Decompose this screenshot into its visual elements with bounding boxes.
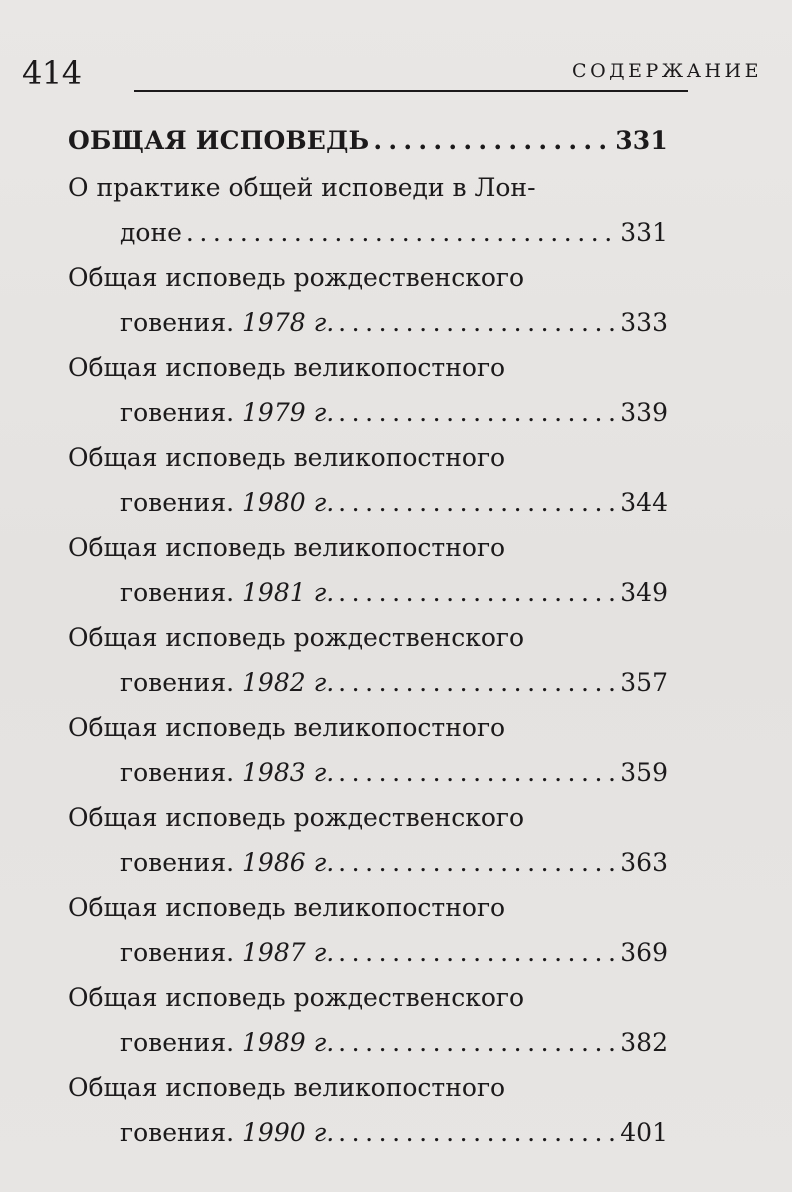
entry-page-number: 357 [620, 668, 668, 697]
toc-entry[interactable] [68, 975, 668, 1065]
toc-section-heading[interactable] [68, 118, 668, 163]
toc-entry[interactable] [68, 705, 668, 795]
dot-leader [182, 210, 620, 255]
entry-title-cont: говения. [120, 938, 235, 967]
entry-title-cont: говения. [120, 1028, 235, 1057]
page-number: 414 [22, 54, 82, 92]
entry-title: Общая исповедь рождественского [68, 803, 525, 832]
entry-title: Общая исповедь рождественского [68, 263, 525, 292]
entry-page-number: 382 [620, 1028, 668, 1057]
dot-leader [334, 930, 620, 975]
entry-title-cont: говения. [120, 668, 235, 697]
entry-title-cont: говения. [120, 398, 235, 427]
toc-entry[interactable] [68, 1065, 668, 1155]
entry-page-number: 344 [620, 488, 668, 517]
entry-page-number: 363 [620, 848, 668, 877]
entry-page-number: 401 [620, 1118, 668, 1147]
dot-leader [334, 570, 620, 615]
entry-title: Общая исповедь великопостного [68, 353, 506, 382]
entry-page-number: 339 [620, 398, 668, 427]
entry-year: 1981 г. [242, 578, 335, 607]
entry-title: Общая исповедь рождественского [68, 623, 525, 652]
entry-year: 1989 г. [242, 1028, 335, 1057]
entry-title-cont: говения. [120, 488, 235, 517]
page-header [22, 52, 770, 98]
entry-title: Общая исповедь великопостного [68, 443, 506, 472]
dot-leader [334, 1020, 620, 1065]
entry-title-cont: говения. [120, 1118, 235, 1147]
section-page-number: 331 [615, 126, 668, 155]
dot-leader [334, 1110, 620, 1155]
entry-title-cont: говения. [120, 758, 235, 787]
toc-entry[interactable] [68, 255, 668, 345]
entry-year: 1982 г. [242, 668, 335, 697]
entry-page-number: 349 [620, 578, 668, 607]
header-rule [134, 90, 688, 92]
dot-leader [334, 660, 620, 705]
entry-title: О практике общей исповеди в Лон- [68, 173, 536, 202]
entry-title-cont: доне [120, 218, 182, 247]
entry-year: 1987 г. [242, 938, 335, 967]
entry-year: 1986 г. [242, 848, 335, 877]
dot-leader [334, 750, 620, 795]
entry-year: 1978 г. [242, 308, 335, 337]
toc-entry[interactable] [68, 615, 668, 705]
toc-entry[interactable] [68, 525, 668, 615]
running-title: СОДЕРЖАНИЕ [572, 60, 762, 82]
entry-year: 1983 г. [242, 758, 335, 787]
toc-entry[interactable] [68, 885, 668, 975]
entry-title: Общая исповедь великопостного [68, 533, 506, 562]
toc-entry[interactable] [68, 435, 668, 525]
entry-year: 1979 г. [242, 398, 335, 427]
entry-title: Общая исповедь великопостного [68, 893, 506, 922]
entry-year: 1990 г. [242, 1118, 335, 1147]
entry-page-number: 333 [620, 308, 668, 337]
toc-entry[interactable] [68, 345, 668, 435]
entry-page-number: 331 [620, 218, 668, 247]
entry-title: Общая исповедь великопостного [68, 1073, 506, 1102]
entry-year: 1980 г. [242, 488, 335, 517]
toc-entry[interactable] [68, 795, 668, 885]
section-title: ОБЩАЯ ИСПОВЕДЬ [68, 126, 370, 155]
entry-title: Общая исповедь рождественского [68, 983, 525, 1012]
entry-title: Общая исповедь великопостного [68, 713, 506, 742]
entry-page-number: 359 [620, 758, 668, 787]
entry-title-cont: говения. [120, 578, 235, 607]
entry-page-number: 369 [620, 938, 668, 967]
table-of-contents [68, 118, 668, 1155]
dot-leader [369, 118, 615, 163]
toc-entry[interactable] [68, 165, 668, 255]
dot-leader [334, 390, 620, 435]
dot-leader [334, 840, 620, 885]
entry-title-cont: говения. [120, 848, 235, 877]
entry-title-cont: говения. [120, 308, 235, 337]
dot-leader [334, 300, 620, 345]
dot-leader [334, 480, 620, 525]
